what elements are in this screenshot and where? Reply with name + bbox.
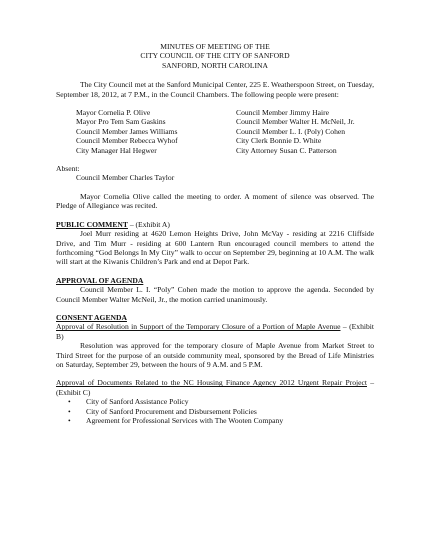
attendee: City Attorney Susan C. Patterson	[236, 145, 337, 155]
consent-item-2-exhibit: – (Exhibit C)	[56, 378, 374, 397]
attendance-right-column	[236, 108, 374, 155]
consent-item-1-title: Approval of Resolution in Support of the Temporary Closure of a Portion of Maple Avenue	[56, 322, 341, 332]
attendee: Council Member Walter H. McNeil, Jr.	[236, 117, 355, 127]
consent-item-1-title-line	[56, 322, 374, 341]
attendance-left-column	[76, 108, 236, 155]
attendee: Council Member L. I. (Poly) Cohen	[236, 126, 346, 136]
consent-item-2-title: Approval of Documents Related to the NC Housing Finance Agency 2012 Urgent Repair Project	[56, 378, 367, 388]
approval-agenda-heading: APPROVAL OF AGENDA	[56, 275, 144, 285]
public-comment-heading-line	[56, 220, 374, 229]
attendance-list	[76, 108, 374, 155]
public-comment-heading: PUBLIC COMMENT	[56, 219, 128, 229]
list-item: • Agreement for Professional Services with The Wooten Company	[76, 416, 374, 425]
attendee: Council Member Rebecca Wyhof	[76, 136, 178, 146]
consent-item-1-body: Resolution was approved for the temporary closure of Maple Avenue from Market Street to Third Street for the purpose of an outside community meal, sponsored by the Bread of Life Ministries on Saturday, September 29, between the hours of 9 A.M. and 5 P.M.	[56, 341, 374, 369]
call-to-order-paragraph: Mayor Cornelia Olive called the meeting to order. A moment of silence was observed. The Pledge of Allegiance was recited.	[56, 191, 374, 211]
header-line-1: MINUTES OF MEETING OF THE	[160, 42, 270, 51]
document-header	[56, 42, 374, 70]
attendee: Council Member Jimmy Haire	[236, 108, 330, 118]
list-item: • City of Sanford Procurement and Disbursement Policies	[76, 407, 374, 416]
attendee: Mayor Pro Tem Sam Gaskins	[76, 117, 166, 127]
absent-label: Absent:	[56, 164, 80, 174]
absent-member: Council Member Charles Taylor	[76, 173, 175, 183]
consent-agenda-heading: CONSENT AGENDA	[56, 312, 127, 322]
header-line-2: CITY COUNCIL OF THE CITY OF SANFORD	[140, 51, 290, 61]
consent-item-2-list	[56, 397, 374, 425]
public-comment-exhibit: – (Exhibit A)	[127, 219, 170, 229]
list-item: • City of Sanford Assistance Policy	[76, 397, 374, 406]
public-comment-body: Joel Murr residing at 4620 Lemon Heights Drive, John McVay - residing at 2216 Cliffside Drive, and Tim Murr - residing at 600 Lantern Run encouraged council members to attend the forthcoming “God Belongs In My City” walk to occur on September 29, beginning at 10 A.M. The walk will start at the Kiwanis Children’s Park and end at Depot Park.	[56, 229, 374, 267]
intro-paragraph: The City Council met at the Sanford Municipal Center, 225 E. Weatherspoon Street, on Tuesday, September 18, 2012, at 7 P.M., in the Council Chambers. The following people were present:	[56, 80, 374, 99]
attendee: City Clerk Bonnie D. White	[236, 136, 322, 146]
attendee: Council Member James Williams	[76, 126, 178, 136]
consent-item-2-title-line	[56, 378, 374, 397]
attendee: Mayor Cornelia P. Olive	[76, 108, 151, 118]
attendee: City Manager Hal Hegwer	[76, 145, 157, 155]
header-line-3: SANFORD, NORTH CAROLINA	[161, 60, 269, 70]
consent-item-1-exhibit: – (Exhibit B)	[56, 322, 375, 341]
approval-agenda-body: Council Member L. I. “Poly” Cohen made the motion to approve the agenda. Seconded by Council Member Walter McNeil, Jr., the motion carried unanimously.	[56, 285, 374, 304]
